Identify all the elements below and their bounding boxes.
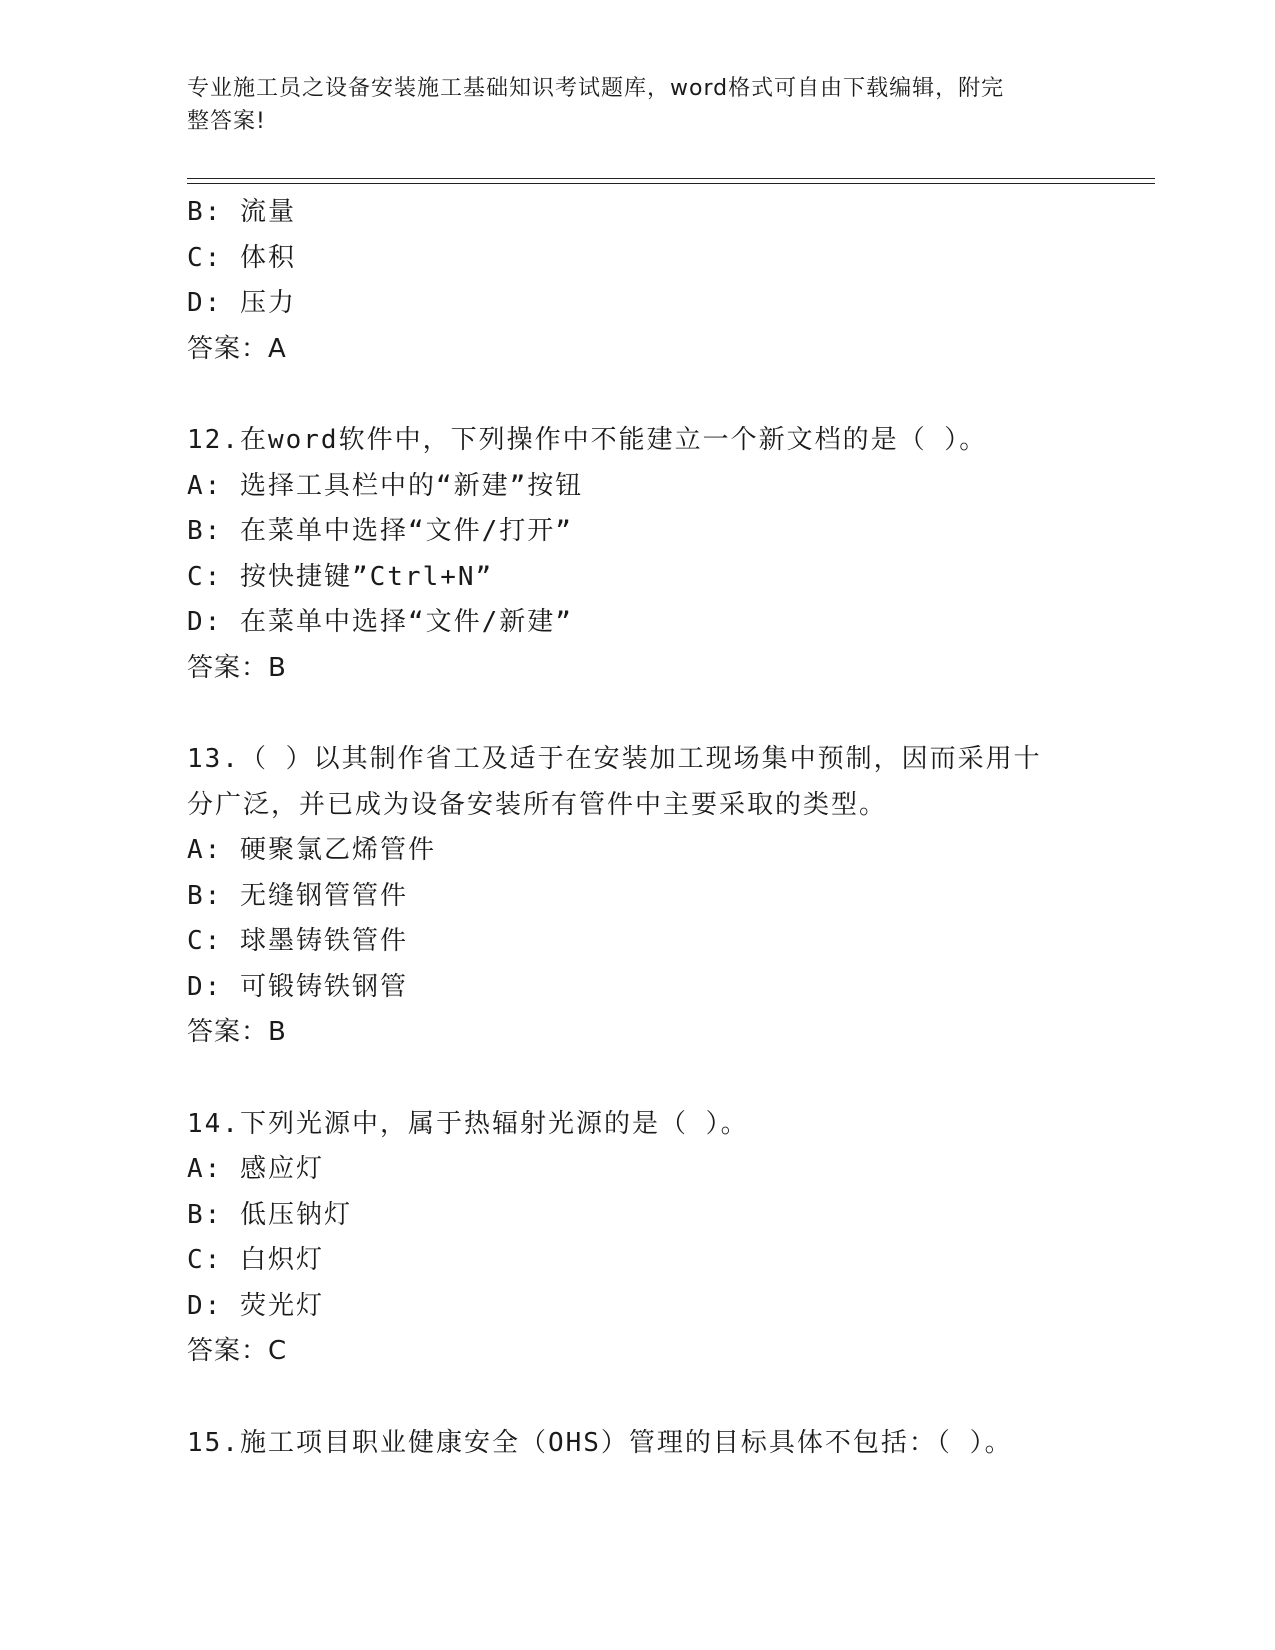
answer: 答案：A (187, 333, 287, 364)
header-rule-bottom (187, 183, 1155, 184)
question-title: 12.在word软件中，下列操作中不能建立一个新文档的是（ ）。 (187, 425, 988, 455)
answer: 答案：B (187, 652, 287, 683)
question-title-line-2: 分广泛，并已成为设备安装所有管件中主要采取的类型。 (187, 789, 888, 820)
answer: 答案：B (187, 1017, 287, 1047)
option-a: A: 感应灯 (187, 1154, 324, 1184)
question-title: 14.下列光源中，属于热辐射光源的是（ ）。 (187, 1108, 749, 1139)
header-line-1: 专业施工员之设备安装施工基础知识考试题库，word格式可自由下载编辑，附完 (187, 76, 1005, 101)
option-c: C: 球墨铸铁管件 (187, 926, 408, 956)
option-c: C: 白炽灯 (187, 1245, 324, 1275)
question-list (187, 190, 1087, 1466)
header-rule-top (187, 178, 1155, 179)
option-b: B: 低压钠灯 (187, 1199, 352, 1230)
option-d: D: 在菜单中选择“文件/新建” (187, 607, 573, 637)
question-11-continued (187, 190, 1087, 372)
option-b: B: 在菜单中选择“文件/打开” (187, 516, 573, 546)
question-title: 15.施工项目职业健康安全（OHS）管理的目标具体不包括：（ ）。 (187, 1427, 1013, 1458)
answer: 答案：C (187, 1336, 288, 1366)
question-12 (187, 418, 1087, 691)
question-15 (187, 1421, 1087, 1467)
option-b: B: 流量 (187, 197, 296, 227)
option-c: C: 体积 (187, 242, 296, 273)
question-title-line-1: 13.（ ）以其制作省工及适于在安装加工现场集中预制，因而采用十 (187, 744, 1042, 774)
option-d: D: 可锻铸铁钢管 (187, 971, 408, 1002)
option-d: D: 压力 (187, 288, 296, 318)
document-header (187, 72, 1057, 138)
option-d: D: 荧光灯 (187, 1290, 324, 1321)
question-13 (187, 737, 1087, 1056)
option-b: B: 无缝钢管管件 (187, 880, 408, 911)
header-line-2: 整答案! (187, 109, 266, 134)
option-a: A: 选择工具栏中的“新建”按钮 (187, 470, 584, 501)
option-c: C: 按快捷键”Ctrl+N” (187, 561, 494, 592)
question-14 (187, 1102, 1087, 1375)
option-a: A: 硬聚氯乙烯管件 (187, 835, 436, 865)
